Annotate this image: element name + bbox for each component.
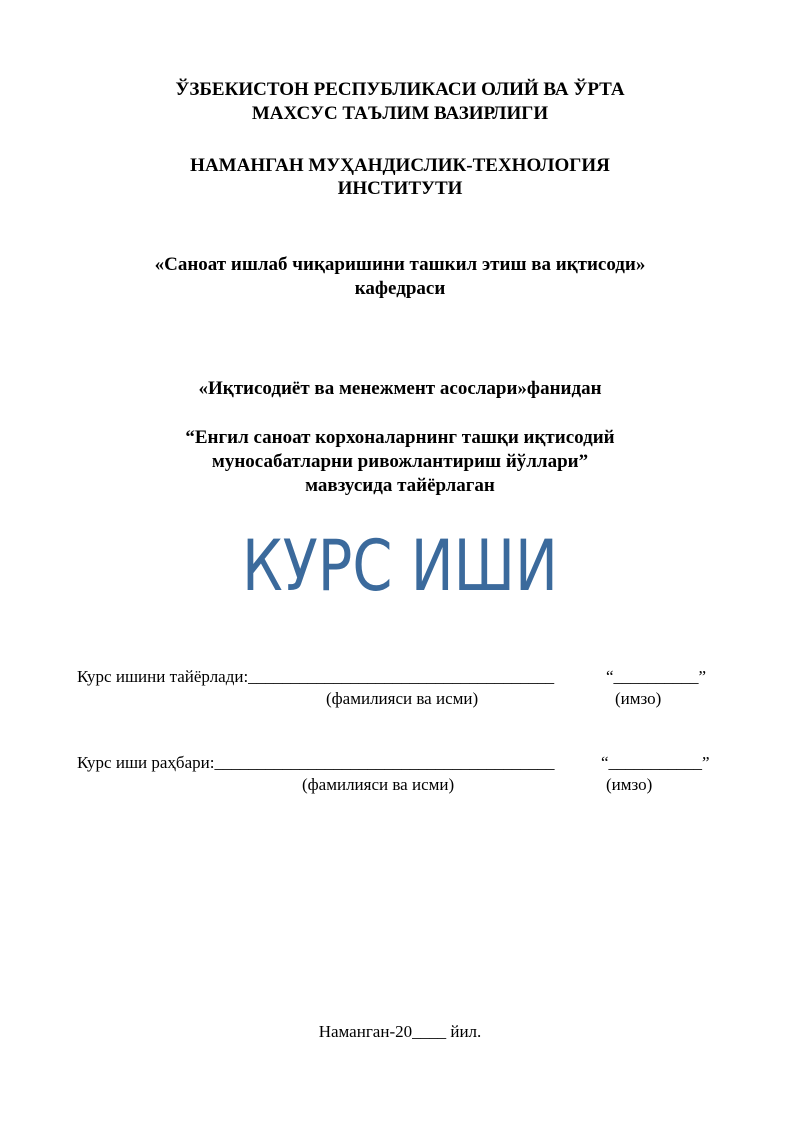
supervisor-sign-caption: (имзо) <box>606 775 653 794</box>
topic-line-2: муносабатларни ривожлантириш йўллари” <box>211 451 589 472</box>
supervisor-date-field: “___________” <box>601 753 710 772</box>
prepared-sign-caption: (имзо) <box>615 689 662 708</box>
institute-line-1: НАМАНГАН МУҲАНДИСЛИК-ТЕХНОЛОГИЯ <box>190 155 610 176</box>
city-year: Наманган-20____ йил. <box>318 1022 482 1041</box>
ministry-line-2: МАХСУС ТАЪЛИМ ВАЗИРЛИГИ <box>251 103 549 124</box>
supervisor-field: Курс иши раҳбари:________________________________________ <box>77 753 555 772</box>
subject-line: «Иқтисодиёт ва менежмент асослари»фанидан <box>198 378 602 399</box>
institute-line-2: ИНСТИТУТИ <box>337 178 463 199</box>
prepared-by-field: Курс ишини тайёрлади:____________________________________ <box>77 667 555 686</box>
work-title: КУРС ИШИ <box>242 525 558 607</box>
department-line-1: «Саноат ишлаб чиқаришини ташкил этиш ва иқтисоди» <box>154 254 646 275</box>
topic-line-3: мавзусида тайёрлаган <box>305 475 495 496</box>
prepared-name-caption: (фамилияси ва исми) <box>326 689 479 708</box>
prepared-date-field: “__________” <box>606 667 707 686</box>
ministry-line-1: ЎЗБЕКИСТОН РЕСПУБЛИКАСИ ОЛИЙ ВА ЎРТА <box>175 79 625 100</box>
topic-line-1: “Енгил саноат корхоналарнинг ташқи иқтисодий <box>185 427 615 448</box>
department-line-2: кафедраси <box>354 278 446 299</box>
supervisor-name-caption: (фамилияси ва исми) <box>302 775 455 794</box>
